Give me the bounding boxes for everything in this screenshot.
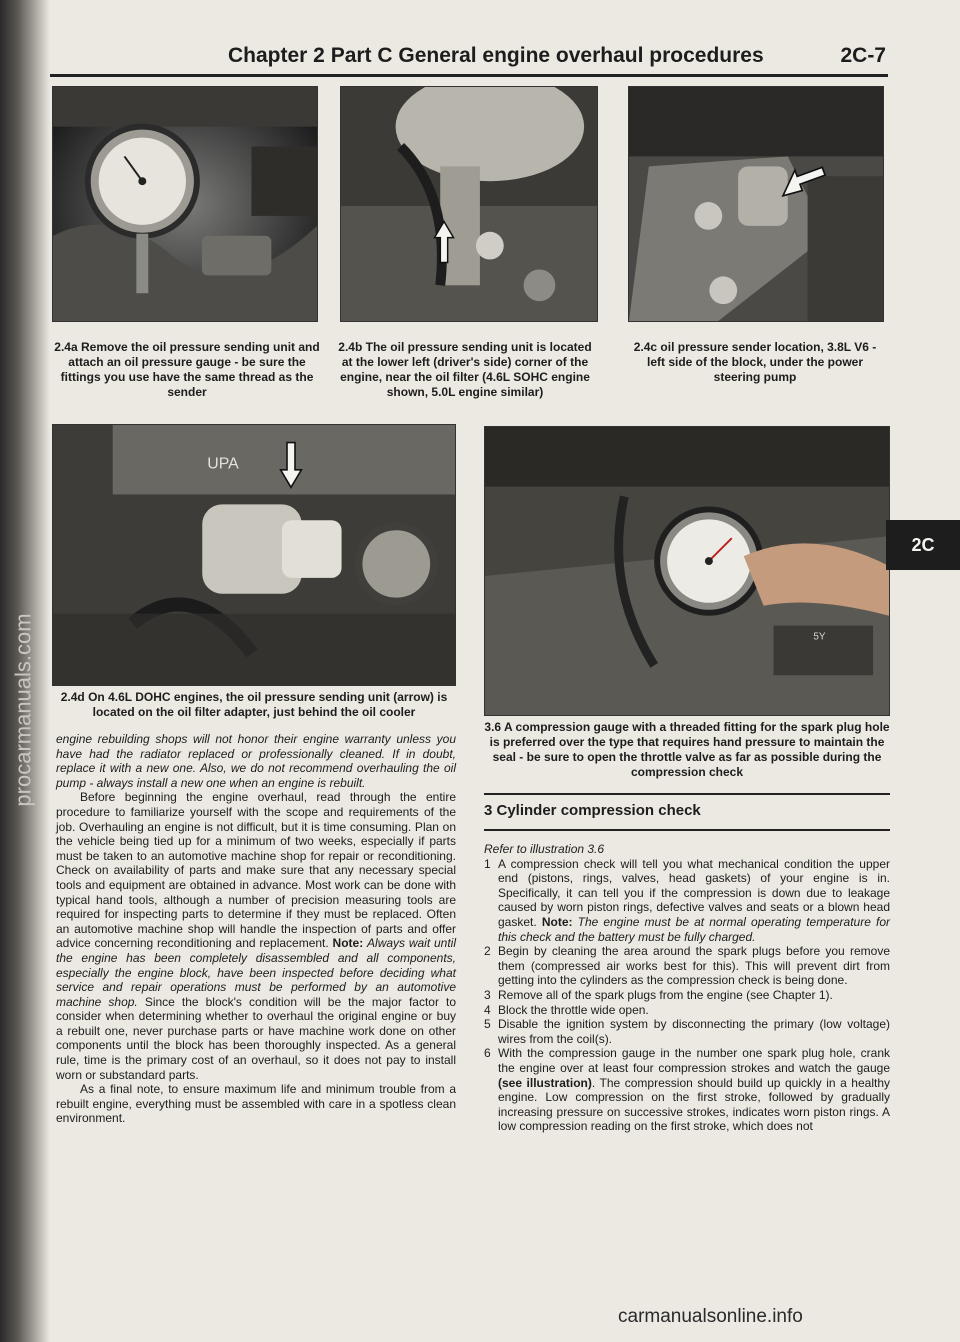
paragraph-1-end: Since the block's condition will be the major factor to consider when determining whether to overhaul the original engine or buy a rebuilt one, never purchase parts or have machine work done on other components until the block has been thoroughly inspected. As a general rule, time is the primary cost of an overhaul, so it does not pay to install worn or substandard parts. xyxy=(56,994,457,1082)
refer-line: Refer to illustration 3.6 xyxy=(484,842,605,856)
step-2: 2 Begin by cleaning the area around the spark plugs before you remove them (compressed air works best for this). This will prevent dirt from getting into the cylinders as the compression check is being done. xyxy=(484,944,890,988)
note-label: Note: xyxy=(332,936,364,951)
step-5: 5 Disable the ignition system by disconnecting the primary (low voltage) wires from the coil(s). xyxy=(484,1017,890,1046)
section-rule-bottom xyxy=(484,829,890,831)
side-watermark: procarmanuals.com xyxy=(11,613,36,807)
chapter-tab: 2C xyxy=(886,520,960,570)
photo-2-4c xyxy=(628,86,884,322)
step-4: 4 Block the throttle wide open. xyxy=(484,1002,649,1017)
caption-2-4a: 2.4a Remove the oil pressure sending unit and attach an oil pressure gauge - be sure the fittings you use have the same thread as the sender xyxy=(54,340,320,399)
paragraph-2: As a final note, to ensure maximum life and minimum trouble from a rebuilt engine, everything must be assembled with care in a spotless clean environment. xyxy=(56,1082,456,1126)
photo-2-4d xyxy=(52,424,456,686)
caption-3-6: 3.6 A compression gauge with a threaded fitting for the spark plug hole is preferred over the type that requires hand pressure to maintain the seal - be sure to open the throttle valve as far as possible during the compression check xyxy=(484,720,890,779)
left-column-text xyxy=(56,732,456,1126)
section-heading: 3 Cylinder compression check xyxy=(484,802,701,819)
caption-2-4c: 2.4c oil pressure sender location, 3.8L V6 - left side of the block, under the power steering pump xyxy=(633,340,877,384)
photo-label-upa: UPA xyxy=(207,455,239,473)
caption-2-4b: 2.4b The oil pressure sending unit is located at the lower left (driver's side) corner of the engine, near the oil filter (4.6L SOHC engine shown, 5.0L engine similar) xyxy=(338,340,592,399)
note-text: Always wait until the engine has been completely disassembled and all components, especially the engine block, have been inspected before deciding what service and repair operations must be performed by an automotive machine shop. xyxy=(56,936,457,1009)
page-number: 2C-7 xyxy=(840,44,886,67)
intro-italic: engine rebuilding shops will not honor their engine warranty unless you have had the radiator replaced or professionally cleaned. If in doubt, replace it with a new one. Also, we do not recommend overhauling the oil pump - always install a new one when an engine is rebuilt. xyxy=(56,732,456,790)
photo-2-4b xyxy=(340,86,598,322)
photo-2-4a xyxy=(52,86,318,322)
step-1: 1 A compression check will tell you what mechanical condition the upper end (pistons, rings, valves, head gaskets) of your engine is in. Specifically, it can tell you if the compression is down due to leakage caused by worn piston rings, defective valves and seats or a blown head gasket. Note: The engine must be at normal operating temperature for this check and the battery must be fully charged. xyxy=(484,856,891,944)
step-6: 6 With the compression gauge in the number one spark plug hole, crank the engine over at least four compression strokes and watch the gauge (see illustration). The compression should build up quickly in a healthy engine. Low compression on the first stroke, followed by gradually increasing pressure on successive strokes, indicates worn piston rings. A low compression reading on the first stroke, which does not xyxy=(484,1046,890,1134)
caption-2-4d: 2.4d On 4.6L DOHC engines, the oil pressure sending unit (arrow) is located on the oil filter adapter, just behind the oil cooler xyxy=(60,690,448,719)
section-rule-top xyxy=(484,793,890,795)
chapter-title: Chapter 2 Part C General engine overhaul procedures xyxy=(228,44,764,67)
arrow-icon xyxy=(279,439,303,491)
step-3: 3 Remove all of the spark plugs from the engine (see Chapter 1). xyxy=(484,987,833,1002)
photo-3-6 xyxy=(484,426,890,716)
header-rule xyxy=(50,74,888,77)
section-3-text xyxy=(484,842,890,1134)
paragraph-1: Before beginning the engine overhaul, read through the entire procedure to familiarize yourself with the scope and requirements of the job. Overhauling an engine is not difficult, but it is time consuming. Plan on the vehicle being tied up for a minimum of two weeks, especially if parts must be taken to an automotive machine shop for repair or reconditioning. Check on availability of parts and make sure that any necessary special tools and equipment are obtained in advance. Most work can be done with typical hand tools, although a number of precision measuring tools are required for inspecting parts to determine if they must be replaced. Often an automotive machine shop will handle the inspection of parts and offer advice concerning reconditioning and replacement. xyxy=(56,790,456,951)
bottom-watermark: carmanualsonline.info xyxy=(618,1306,803,1327)
page-header xyxy=(228,44,886,72)
arrow-icon xyxy=(433,217,455,267)
photo-label-brand: 5Y xyxy=(813,631,826,643)
arrow-icon xyxy=(777,163,827,197)
